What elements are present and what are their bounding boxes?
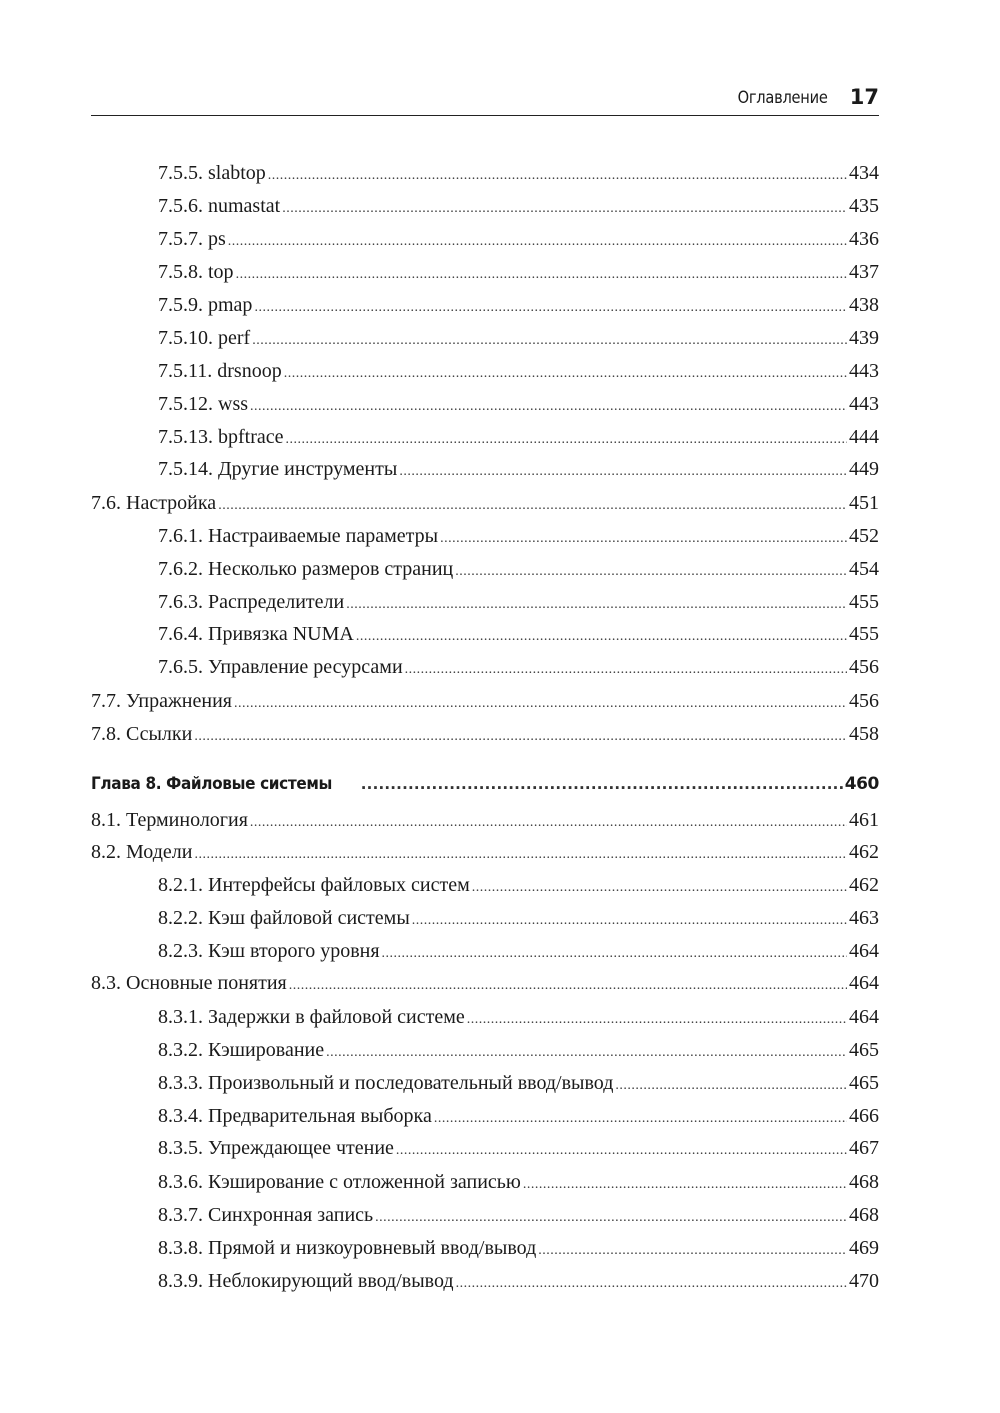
toc-entry xyxy=(158,1170,879,1197)
toc-entry-title: 8.1. Терминология xyxy=(91,809,248,831)
toc-entry-title: 7.8. Ссылки xyxy=(91,723,193,745)
dot-leader xyxy=(252,329,847,353)
toc-entry-title: 7.5.9. pmap xyxy=(158,294,253,316)
toc-entry-page: 460 xyxy=(844,774,879,794)
dot-leader xyxy=(396,1139,847,1163)
toc-entry xyxy=(158,1136,879,1163)
toc-entry-title: 8.2.3. Кэш второго уровня xyxy=(158,940,380,962)
dot-leader xyxy=(282,197,847,221)
toc-entry xyxy=(158,457,879,484)
dot-leader xyxy=(326,1041,847,1065)
dot-leader xyxy=(194,843,847,867)
toc-entry-page: 469 xyxy=(849,1237,879,1259)
toc-entry-title: 8.3.1. Задержки в файловой системе xyxy=(158,1006,465,1028)
toc-entry-title: 8.2.1. Интерфейсы файловых систем xyxy=(158,874,470,896)
toc-entry-title: 7.5.6. numastat xyxy=(158,195,281,217)
toc-entry-title: 7.5.10. perf xyxy=(158,327,251,349)
toc-entry-title: 8.3.6. Кэширование с отложенной записью xyxy=(158,1171,521,1193)
toc-entry-page: 464 xyxy=(849,972,879,994)
toc-entry-title: 7.5.7. ps xyxy=(158,228,226,250)
toc-entry-title: 7.7. Упражнения xyxy=(91,690,232,712)
toc-entry-page: 468 xyxy=(849,1171,879,1193)
toc-entry xyxy=(158,359,879,386)
toc-entry xyxy=(158,1005,879,1032)
toc-entry-title: 8.3.7. Синхронная запись xyxy=(158,1204,374,1226)
toc-entry-page: 456 xyxy=(849,690,879,712)
toc-entry-title: 7.5.13. bpftrace xyxy=(158,426,284,448)
toc-entry xyxy=(158,227,879,254)
dot-leader xyxy=(361,772,843,796)
toc-entry xyxy=(158,1236,879,1263)
running-title: Оглавление xyxy=(737,88,828,108)
toc-entry-page: 465 xyxy=(849,1039,879,1061)
dot-leader xyxy=(412,909,847,933)
toc-entry xyxy=(158,260,879,287)
toc-entry-title: 8.3.4. Предварительная выборка xyxy=(158,1105,432,1127)
toc-entry xyxy=(158,1104,879,1131)
dot-leader xyxy=(346,593,847,617)
toc-entry xyxy=(158,1071,879,1098)
toc-entry-page: 461 xyxy=(849,809,879,831)
toc-entry-title: 7.6.1. Настраиваемые параметры xyxy=(158,525,439,547)
dot-leader xyxy=(467,1008,847,1032)
dot-leader xyxy=(218,494,847,518)
toc-entry-page: 456 xyxy=(849,656,879,678)
toc-entry xyxy=(158,655,879,682)
dot-leader xyxy=(250,395,847,419)
toc-entry-title: 7.5.12. wss xyxy=(158,393,249,415)
toc-entry-title: 7.5.11. drsnoop xyxy=(158,360,282,382)
dot-leader xyxy=(440,527,847,551)
toc-entry-page: 462 xyxy=(849,874,879,896)
toc-entry xyxy=(158,425,879,452)
toc-entry xyxy=(91,491,879,518)
toc-entry xyxy=(158,622,879,649)
toc-entry-page: 434 xyxy=(849,162,879,184)
toc-entry-page: 444 xyxy=(849,426,879,448)
dot-leader xyxy=(523,1173,847,1197)
dot-leader xyxy=(356,625,847,649)
toc-entry-title: 7.6.5. Управление ресурсами xyxy=(158,656,403,678)
toc-entry xyxy=(158,557,879,584)
toc-entry-title: 8.3.5. Упреждающее чтение xyxy=(158,1137,394,1159)
toc-entry xyxy=(158,293,879,320)
toc-entry-page: 468 xyxy=(849,1204,879,1226)
toc-entry-page: 466 xyxy=(849,1105,879,1127)
toc-entry xyxy=(158,873,879,900)
toc-entry xyxy=(158,524,879,551)
page-number: 17 xyxy=(849,85,879,109)
toc-entry-page: 463 xyxy=(849,907,879,929)
toc-entry xyxy=(158,1203,879,1230)
toc-entry-title: 8.2. Модели xyxy=(91,841,193,863)
toc-entry-page: 451 xyxy=(849,492,879,514)
toc-entry xyxy=(91,840,879,867)
dot-leader xyxy=(289,974,847,998)
toc-entry xyxy=(158,1269,879,1296)
toc-entry-page: 464 xyxy=(849,1006,879,1028)
toc-entry xyxy=(158,939,879,966)
toc-entry-page: 436 xyxy=(849,228,879,250)
toc-entry xyxy=(91,689,879,716)
toc-entry-page: 470 xyxy=(849,1270,879,1292)
toc-entry xyxy=(158,326,879,353)
dot-leader xyxy=(382,942,847,966)
toc-entry-title: 7.6.3. Распределители xyxy=(158,591,345,613)
toc-entry-page: 452 xyxy=(849,525,879,547)
toc-entry-title: 8.2.2. Кэш файловой системы xyxy=(158,907,410,929)
toc-entry xyxy=(158,906,879,933)
toc-entry-page: 455 xyxy=(849,623,879,645)
dot-leader xyxy=(234,692,847,716)
dot-leader xyxy=(538,1239,847,1263)
toc-entry xyxy=(91,722,879,749)
toc-entry-page: 437 xyxy=(849,261,879,283)
toc-entry-page: 467 xyxy=(849,1137,879,1159)
toc-entry-page: 462 xyxy=(849,841,879,863)
toc-entry-title: 7.5.5. slabtop xyxy=(158,162,266,184)
toc-entry-title: 7.6.4. Привязка NUMA xyxy=(158,623,354,645)
toc-entry-page: 439 xyxy=(849,327,879,349)
toc-entry-page: 435 xyxy=(849,195,879,217)
toc-entry-page: 443 xyxy=(849,360,879,382)
toc-entry-title: Глава 8. Файловые системы xyxy=(91,774,333,794)
toc-entry xyxy=(91,971,879,998)
toc-entry xyxy=(158,161,879,188)
dot-leader xyxy=(455,560,847,584)
dot-leader xyxy=(434,1107,847,1131)
toc-entry-title: 8.3.3. Произвольный и последовательный ввод/вывод xyxy=(158,1072,614,1094)
dot-leader xyxy=(472,876,847,900)
toc-entry-title: 8.3.8. Прямой и низкоуровневый ввод/вывод xyxy=(158,1237,537,1259)
toc-entry-page: 454 xyxy=(849,558,879,580)
toc-entry-title: 7.6. Настройка xyxy=(91,492,217,514)
toc-entry-page: 464 xyxy=(849,940,879,962)
dot-leader xyxy=(268,164,847,188)
toc-entry-title: 7.5.8. top xyxy=(158,261,234,283)
toc-entry-page: 458 xyxy=(849,723,879,745)
toc-entry-title: 7.5.14. Другие инструменты xyxy=(158,458,398,480)
dot-leader xyxy=(286,428,847,452)
dot-leader xyxy=(228,230,847,254)
dot-leader xyxy=(194,725,847,749)
toc-chapter-entry xyxy=(91,772,879,796)
dot-leader xyxy=(284,362,847,386)
toc-entry-page: 443 xyxy=(849,393,879,415)
toc-entry xyxy=(158,590,879,617)
dot-leader xyxy=(250,811,847,835)
toc-entry-title: 8.3. Основные понятия xyxy=(91,972,287,994)
toc-entry xyxy=(158,1038,879,1065)
toc-entry-page: 438 xyxy=(849,294,879,316)
toc-entry-title: 7.6.2. Несколько размеров страниц xyxy=(158,558,454,580)
toc-entry-page: 449 xyxy=(849,458,879,480)
dot-leader xyxy=(456,1272,847,1296)
toc-entry xyxy=(158,392,879,419)
dot-leader xyxy=(399,460,847,484)
toc-entry xyxy=(91,808,879,835)
toc-entry-title: 8.3.9. Неблокирующий ввод/вывод xyxy=(158,1270,454,1292)
toc-entry-title: 8.3.2. Кэширование xyxy=(158,1039,325,1061)
dot-leader xyxy=(405,658,847,682)
dot-leader xyxy=(236,263,847,287)
toc-entry-page: 455 xyxy=(849,591,879,613)
dot-leader xyxy=(254,296,847,320)
dot-leader xyxy=(615,1074,847,1098)
toc-entry-page: 465 xyxy=(849,1072,879,1094)
dot-leader xyxy=(375,1206,847,1230)
toc-entry xyxy=(158,194,879,221)
